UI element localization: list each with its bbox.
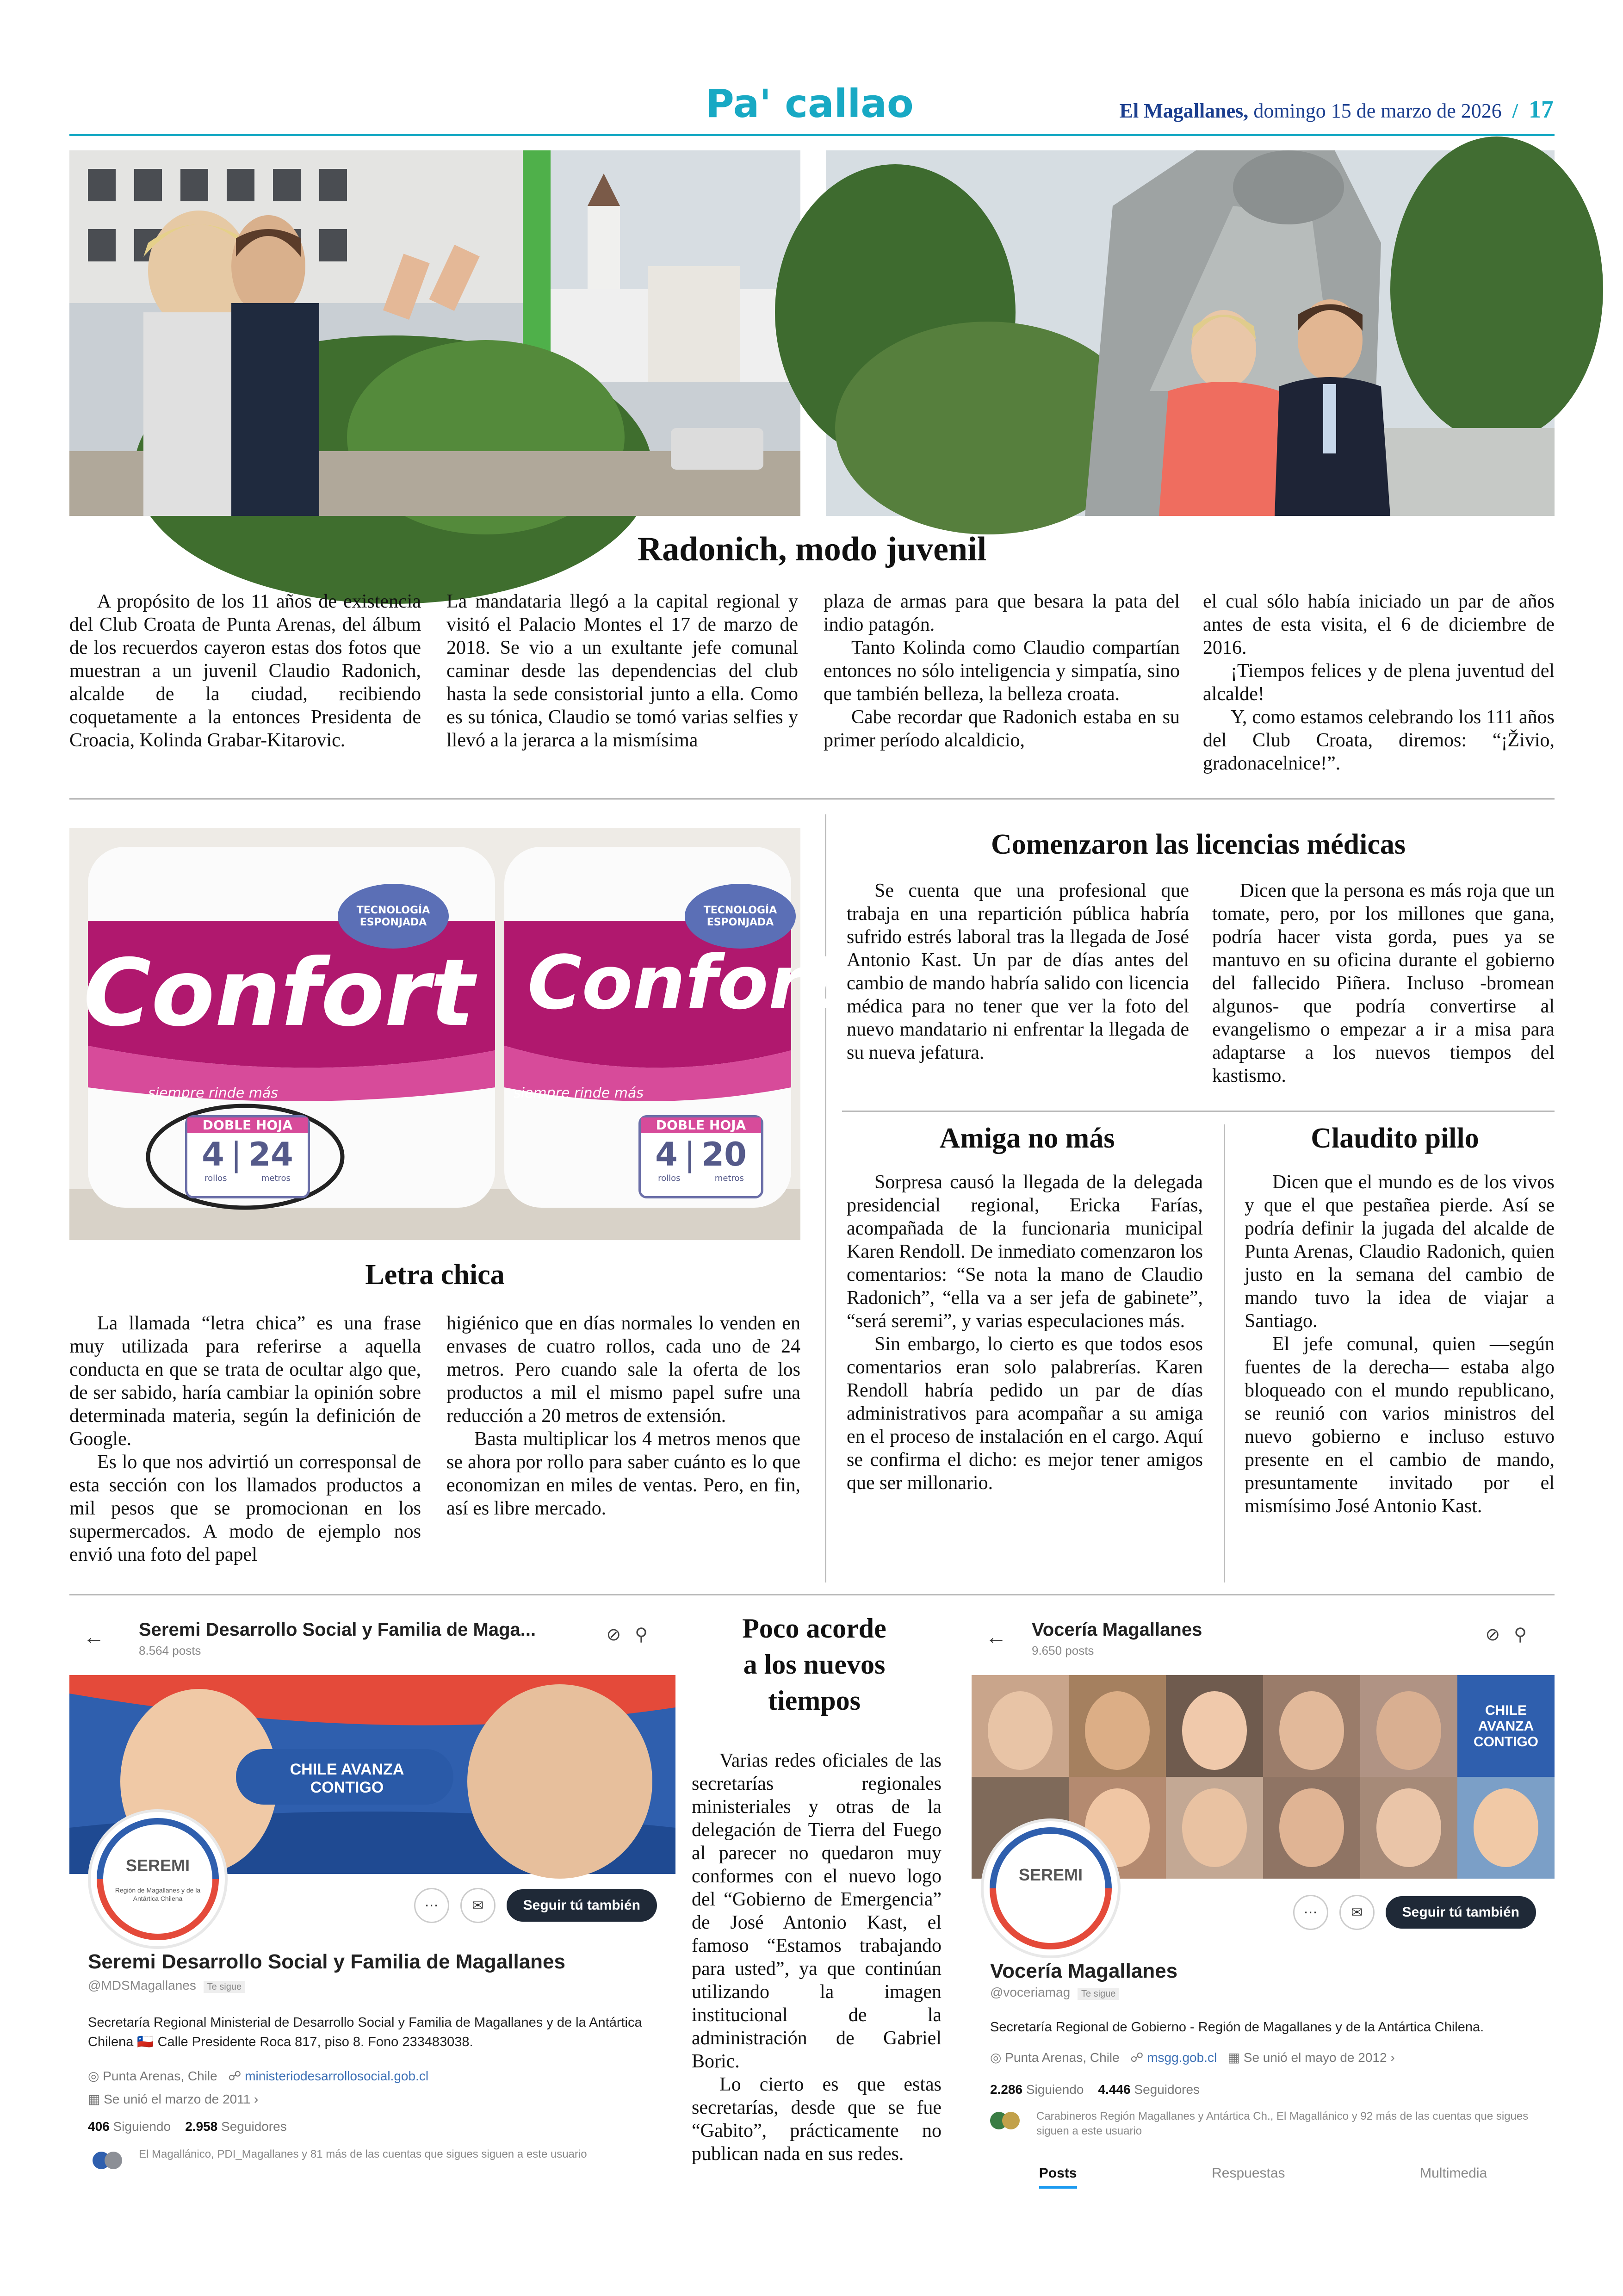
badge-right: TECNOLOGÍA ESPONJADA [703, 905, 777, 928]
story3-col2 [1212, 879, 1555, 1087]
rollos-label-left: rollos [204, 1173, 227, 1183]
brand-left: Confort [83, 939, 475, 1047]
profile-name: Seremi Desarrollo Social y Familia de Magallanes [88, 1950, 566, 1973]
story1-col3 [824, 590, 1180, 752]
section-title: Pa' callao [706, 81, 914, 126]
follower-avatars [990, 2109, 1027, 2132]
rolls-left: 4 [202, 1136, 224, 1173]
rolls-right: 4 [655, 1136, 678, 1173]
profile-joined-row: ▦ Se unió el marzo de 2011 › [88, 2092, 259, 2106]
story1-para: plaza de armas para que besara la pata del indio patagón. [824, 591, 1180, 635]
profile-handle-row [990, 1985, 1119, 2000]
location-icon: ◎ [88, 2069, 99, 2083]
profile-name: Vocería Magallanes [990, 1960, 1178, 1982]
story1-col4 [1203, 590, 1555, 775]
header-rule [69, 134, 1555, 136]
story6-para: Varias redes oficiales de las secretarías regionales ministeriales y otras de la delegación de Tierra del Fuego al parecer no quedaron muy conformes con el nuevo logo del “Gobierno de Emergencia” de José Antonio Kast, el famoso “Estamos trabajando para usted”, ya que continúan utilizando la imagen institucional de la administración de Gabriel Boric. [692, 1750, 942, 2072]
tab-multimedia[interactable]: Multimedia [1420, 2166, 1487, 2181]
profile-location: Punta Arenas, Chile [103, 2069, 217, 2083]
grok-icon[interactable]: ⊘ [606, 1625, 635, 1644]
column-divider [825, 814, 826, 1582]
following-count[interactable]: 406 [88, 2119, 110, 2134]
social-profile-card-seremi [69, 1615, 675, 2221]
headline-amiga: Amiga no más [939, 1123, 1115, 1154]
profile-link[interactable]: ministeriodesarrollosocial.gob.cl [245, 2069, 429, 2083]
banner-slogan: CHILE AVANZA CONTIGO [290, 1761, 404, 1796]
more-options-icon[interactable]: ⋯ [1293, 1895, 1328, 1930]
doble-hoja-right: DOBLE HOJA [641, 1117, 761, 1133]
profile-title: Vocería Magallanes [1032, 1620, 1202, 1640]
issue-date: domingo 15 de marzo de 2026 [1253, 99, 1502, 122]
story2-para: La llamada “letra chica” es una frase muy utilizada para referirse a aquella conducta en que se trata de ocultar algo que, de ser sabido, haría cambiar la opinión sobre determinada materia, según la definición de Google. [69, 1313, 421, 1450]
story1-para: A propósito de los 11 años de existencia del Club Croata de Punta Arenas, del álbum de los recuerdos cayeron estas dos fotos que muestran a un juvenil Claudio Radonich, alcalde de la ciudad, recibiendo coquetamente a la entonces Presidenta de Croacia, Kolinda Grabar-Kitarovic. [69, 591, 421, 751]
doble-hoja-left: DOBLE HOJA [187, 1117, 308, 1133]
message-icon[interactable]: ✉ [460, 1888, 496, 1923]
story4-col [847, 1171, 1203, 1495]
tab-posts[interactable]: Posts [1039, 2166, 1077, 2189]
followers-count[interactable]: 4.446 [1098, 2082, 1131, 2097]
profile-meta [88, 2068, 662, 2084]
section-divider [69, 798, 1555, 800]
headline-licencias: Comenzaron las licencias médicas [991, 829, 1406, 860]
back-arrow-icon[interactable]: ← [83, 1625, 105, 1649]
follows-you-badge: Te sigue [1078, 1988, 1120, 2000]
following-count[interactable]: 2.286 [990, 2082, 1023, 2097]
headline-line: Poco acorde [742, 1613, 886, 1644]
profile-title: Seremi Desarrollo Social y Familia de Maga... [139, 1620, 536, 1640]
story6-col [692, 1749, 942, 2166]
story1-para: Y, como estamos celebrando los 111 años del Club Croata, diremos: “¡Živio, gradonacelnice!”. [1203, 707, 1555, 774]
story3-para: Dicen que la persona es más roja que un tomate, pero, por los millones que gana, podría hacer vista gorda, pues ya se mantuvo en su oficina durante el gobierno del fallecido Piñera. Incluso -bromean algunos- que podría convertirse al evangelismo o empezar a ir a misa para adaptarse a los nuevos tiempos del kastismo. [1212, 880, 1555, 1086]
photo-confort-packs [69, 828, 841, 1240]
story5-para: El jefe comunal, quien —según fuentes de la derecha— estaba algo bloqueado con el mundo republicano, se reunió con varios ministros del nuevo gobierno e incluso estuvo presente en el cambio de mando, presuntamente invitado por el mismísimo José Antonio Kast. [1245, 1334, 1555, 1517]
profile-handle: @voceriamag [990, 1985, 1071, 1999]
story1-para: Cabe recordar que Radonich estaba en su primer período alcaldicio, [824, 707, 1180, 751]
section-divider [842, 1111, 1555, 1112]
calendar-icon: ▦ [1227, 2050, 1240, 2065]
section-divider [69, 1594, 1555, 1595]
badge-left: TECNOLOGÍA ESPONJADA [356, 905, 430, 928]
followed-by-text[interactable]: El Magallánico, PDI_Magallanes y 81 más de las cuentas que sigues siguen a este usuario [139, 2148, 587, 2160]
story2-para: Es lo que nos advirtió un corresponsal de esta sección con los llamados productos a mil pesos que se promocionan en los supermercados. A modo de ejemplo nos envió una foto del papel [69, 1452, 421, 1565]
story4-para: Sin embargo, lo cierto es que todos esos comentarios eran solo palabrerías. Karen Rendoll habría pedido un par de días administrativos para acompañar a su amiga en el proceso de instalación en el cargo. Aquí se confirma el dicho: es mejor tener amigos que ser millonario. [847, 1334, 1203, 1494]
follows-you-badge: Te sigue [204, 1981, 246, 1993]
following-label: Siguiendo [113, 2119, 171, 2134]
page-header-info [1120, 95, 1554, 124]
story3-col1 [847, 879, 1189, 1064]
story2-col1 [69, 1312, 421, 1566]
link-icon: ☍ [1130, 2050, 1144, 2065]
column-divider [1224, 1124, 1225, 1582]
story1-para: La mandataria llegó a la capital regional y visitó el Palacio Montes el 17 de marzo de 2018. Se vio a un exultante jefe comunal caminar desde las dependencias del club hasta la sede consistorial junto a ella. Como es su tónica, Claudio se tomó varias selfies y llevó a la jerarca a la mismísima [446, 591, 798, 751]
profile-link[interactable]: msgg.gob.cl [1147, 2050, 1217, 2065]
social-profile-card-voceria [972, 1615, 1555, 2226]
story2-col2 [446, 1312, 800, 1520]
profile-joined: Se unió el mayo de 2012 [1243, 2050, 1387, 2065]
story1-para: el cual sólo había iniciado un par de años antes de esta visita, el 6 de diciembre de 2016. [1203, 591, 1555, 658]
story6-para: Lo cierto es que estas secretarías, desde que se fue “Gabito”, prácticamente no publican nada en sus redes. [692, 2074, 942, 2165]
headline-radonich: Radonich, modo juvenil [637, 530, 987, 568]
story1-para: ¡Tiempos felices y de plena juventud del alcalde! [1203, 660, 1555, 705]
profile-location: Punta Arenas, Chile [1005, 2050, 1120, 2065]
avatar-text: SEREMI [1018, 1865, 1083, 1884]
story5-col [1245, 1171, 1555, 1518]
story1-col1 [69, 590, 421, 752]
headline-line: tiempos [768, 1685, 861, 1716]
story2-para: Basta multiplicar los 4 metros menos que se ahora por rollo para saber cuánto es lo que economizan en miles de ventas. Pero, en fin, así es libre mercado. [446, 1428, 800, 1519]
photo-monument [826, 150, 1555, 516]
location-icon: ◎ [990, 2050, 1002, 2065]
followers-label: Seguidores [221, 2119, 287, 2134]
following-label: Siguiendo [1026, 2082, 1084, 2097]
follow-button[interactable]: Seguir tú también [1386, 1896, 1536, 1929]
headline-line: a los nuevos [743, 1649, 886, 1680]
search-icon[interactable]: ⚲ [635, 1625, 662, 1644]
story5-para: Dicen que el mundo es de los vivos y que el que pestañea pierde. Así se podría definir la jugada del alcalde de Punta Arenas, Claudio Radonich, quien justo en la semana del cambio de mando tuvo la idea de viajar a Santiago. [1245, 1172, 1555, 1332]
followers-label: Seguidores [1134, 2082, 1200, 2097]
headline-claudito: Claudito pillo [1311, 1123, 1479, 1154]
brand-right: Confort [527, 939, 841, 1026]
follow-button[interactable]: Seguir tú también [507, 1889, 657, 1922]
followed-by-text[interactable]: Carabineros Región Magallanes y Antártica Ch., El Magallánico y 92 más de las cuentas que sigues siguen a este usuario [1036, 2110, 1529, 2137]
profile-avatar[interactable] [88, 1809, 228, 1949]
profile-stats [990, 2082, 1200, 2097]
paper-name: El Magallanes, [1119, 99, 1249, 122]
metros-label-right: metros [714, 1173, 744, 1183]
posts-count: 9.650 posts [1032, 1644, 1094, 1657]
message-icon[interactable]: ✉ [1339, 1895, 1375, 1930]
story1-para: Tanto Kolinda como Claudio compartían entonces no sólo inteligencia y simpatía, sino que también belleza, la belleza croata. [824, 637, 1180, 705]
label-right: DOBLE HOJA 4 | 20 rollos metros [638, 1115, 763, 1198]
meters-left: 24 [248, 1136, 293, 1173]
profile-avatar[interactable] [981, 1818, 1121, 1958]
calendar-icon: ▦ [88, 2092, 100, 2106]
profile-bio: Secretaría Regional de Gobierno - Región de Magallanes y de la Antártica Chilena. [990, 2020, 1484, 2035]
grok-icon[interactable]: ⊘ [1485, 1625, 1514, 1644]
profile-topbar [972, 1615, 1555, 1670]
story3-para: Se cuenta que una profesional que trabaja en una repartición pública habría sufrido estrés laboral tras la llegada de José Antonio Kast. Un par de días antes del cambio de mando habría salido con licencia médica para no tener que ver la foto del nuevo mandatario ni enfrentar la llegada de su nueva jefatura. [847, 880, 1189, 1063]
profile-meta: ◎ Punta Arenas, Chile ☍ msgg.gob.cl ▦ Se unió el mayo de 2012 › [990, 2050, 1395, 2065]
posts-count: 8.564 posts [139, 1644, 201, 1657]
headline-poco-acorde [689, 1610, 939, 1719]
search-icon[interactable]: ⚲ [1514, 1625, 1541, 1644]
tab-respuestas[interactable]: Respuestas [1212, 2166, 1285, 2181]
followers-count[interactable]: 2.958 [185, 2119, 218, 2134]
avatar-subtext: Región de Magallanes y de la Antártica Chilena [115, 1886, 201, 1902]
avatar-text: SEREMI [125, 1856, 190, 1875]
profile-joined: Se unió el marzo de 2011 [104, 2092, 251, 2106]
profile-handle: @MDSMagallanes [88, 1978, 196, 1992]
metros-label-left: metros [261, 1173, 291, 1183]
back-arrow-icon[interactable]: ← [985, 1625, 1007, 1649]
photo-balcony [69, 150, 800, 516]
page-number: 17 [1529, 95, 1554, 123]
headline-letra-chica: Letra chica [365, 1259, 505, 1291]
meters-right: 20 [701, 1136, 747, 1173]
story1-col2 [446, 590, 798, 752]
rollos-label-right: rollos [658, 1173, 681, 1183]
profile-tabs [972, 2166, 1555, 2189]
profile-bio: Secretaría Regional Ministerial de Desarrollo Social y Familia de Magallanes y de la Antártica Chilena 🇨🇱 Calle Presidente Roca 817, piso 8. Fono 233483038. [88, 2015, 642, 2049]
link-icon: ☍ [228, 2069, 242, 2083]
story2-para: higiénico que en días normales lo venden en envases de cuatro rollos, cada uno de 24 metros. Pero cuando sale la oferta de los productos a mil el mismo papel sufre una reducción a 20 metros de extensión. [446, 1313, 800, 1427]
profile-stats [88, 2119, 287, 2134]
header-separator: / [1512, 99, 1518, 122]
tagline-right: siempre rinde más [514, 1085, 644, 1101]
label-left: DOBLE HOJA 4 | 24 rollos metros [185, 1115, 310, 1198]
more-options-icon[interactable]: ⋯ [414, 1888, 449, 1923]
profile-topbar [69, 1615, 675, 1670]
story4-para: Sorpresa causó la llegada de la delegada presidencial regional, Ericka Farías, acompañada de la funcionaria municipal Karen Rendoll. De inmediato comenzaron los comentarios: “Se nota la mano de Claudio Radonich”, “ella va a ser jefa de gabinete”, “será seremi”, y varias especulaciones más. [847, 1172, 1203, 1332]
banner-slogan: CHILE AVANZA CONTIGO [1474, 1703, 1538, 1750]
follower-avatars [93, 2147, 130, 2170]
tagline-left: siempre rinde más [148, 1085, 278, 1101]
profile-handle-row [88, 1978, 245, 1993]
